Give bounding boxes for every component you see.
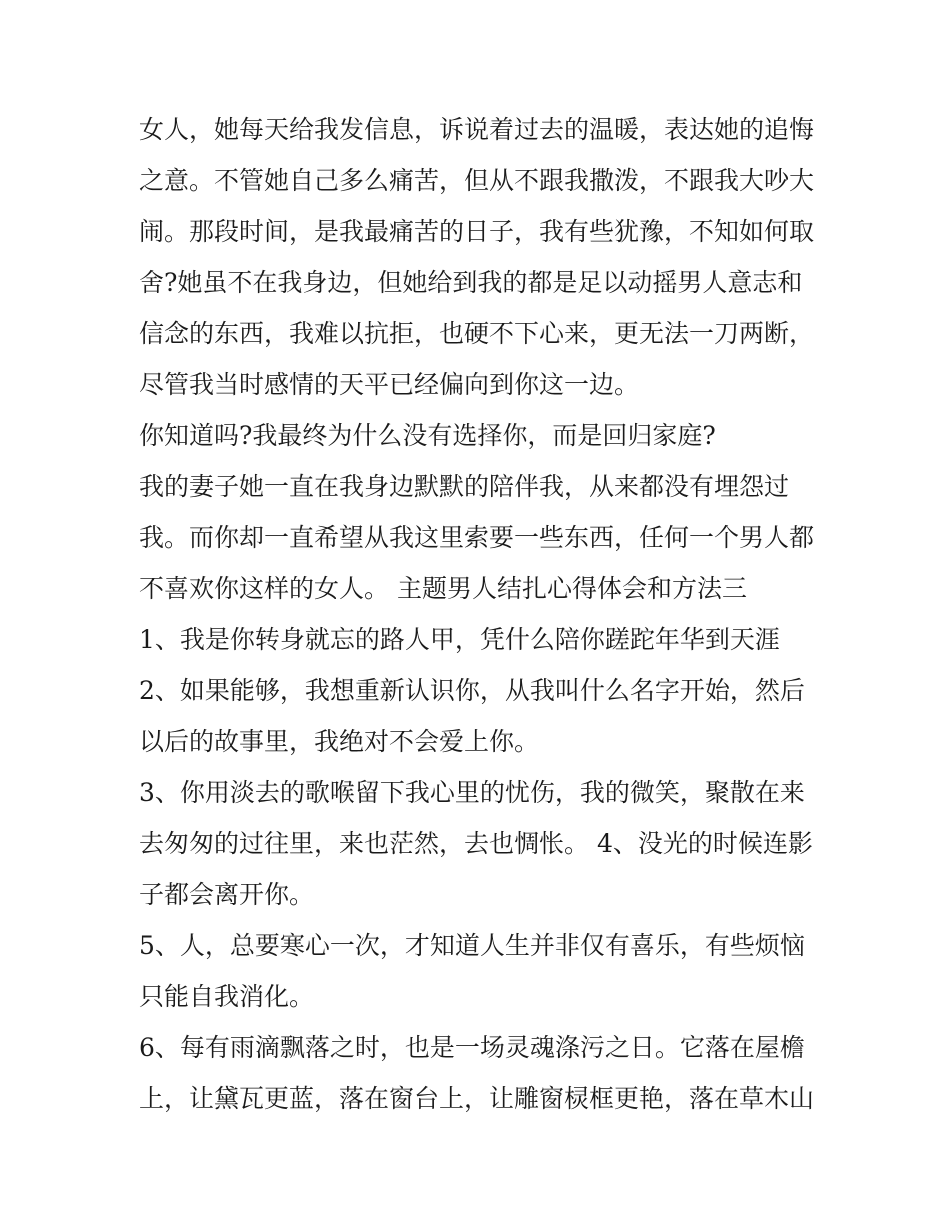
text-line: 我。而你却一直希望从我这里索要一些东西，任何一个男人都: [139, 523, 815, 552]
list-item: [139, 767, 819, 920]
list-item: [139, 920, 819, 1022]
text-line: 闹。那段时间，是我最痛苦的日子，我有些犹豫，不知如何取: [139, 217, 815, 246]
text-line: 信念的东西，我难以抗拒，也硬不下心来，更无法一刀两断，: [139, 319, 815, 348]
text-line: 6、每有雨滴飘落之时，也是一场灵魂涤污之日。它落在屋檐: [139, 1033, 805, 1062]
text-line: 上，让黛瓦更蓝，落在窗台上，让雕窗棂框更艳，落在草木山: [139, 1084, 815, 1113]
text-line: 去匆匆的过往里，来也茫然，去也惆怅。 4、没光的时候连影: [139, 829, 813, 858]
text-line: 尽管我当时感情的天平已经偏向到你这一边。: [139, 370, 640, 399]
text-line: 1、我是你转身就忘的路人甲，凭什么陪你蹉跎年华到天涯: [139, 625, 780, 654]
text-line: 女人，她每天给我发信息，诉说着过去的温暖，表达她的追悔: [139, 115, 815, 144]
list-item: [139, 665, 819, 767]
text-line: 子都会离开你。: [139, 880, 315, 909]
text-line: 不喜欢你这样的女人。 主题男人结扎心得体会和方法三: [139, 574, 747, 603]
text-line: 5、人，总要寒心一次，才知道人生并非仅有喜乐，有些烦恼: [139, 931, 805, 960]
text-line: 以后的故事里，我绝对不会爱上你。: [139, 727, 540, 756]
text-line: 只能自我消化。: [139, 982, 315, 1011]
text-line: 3、你用淡去的歌喉留下我心里的忧伤，我的微笑，聚散在来: [139, 778, 805, 807]
text-line: 2、如果能够，我想重新认识你，从我叫什么名字开始，然后: [139, 676, 805, 705]
list-item: [139, 614, 819, 665]
text-line: 我的妻子她一直在我身边默默的陪伴我，从来都没有埋怨过: [139, 472, 790, 501]
paragraph: [139, 461, 819, 614]
paragraph: [139, 410, 819, 461]
document-body: [139, 104, 819, 1124]
paragraph: [139, 104, 819, 410]
list-item: [139, 1022, 819, 1124]
text-line: 之意。不管她自己多么痛苦，但从不跟我撒泼，不跟我大吵大: [139, 166, 815, 195]
text-line: 舍?她虽不在我身边，但她给到我的都是足以动摇男人意志和: [139, 268, 803, 297]
text-line: 你知道吗?我最终为什么没有选择你，而是回归家庭?: [139, 421, 716, 450]
